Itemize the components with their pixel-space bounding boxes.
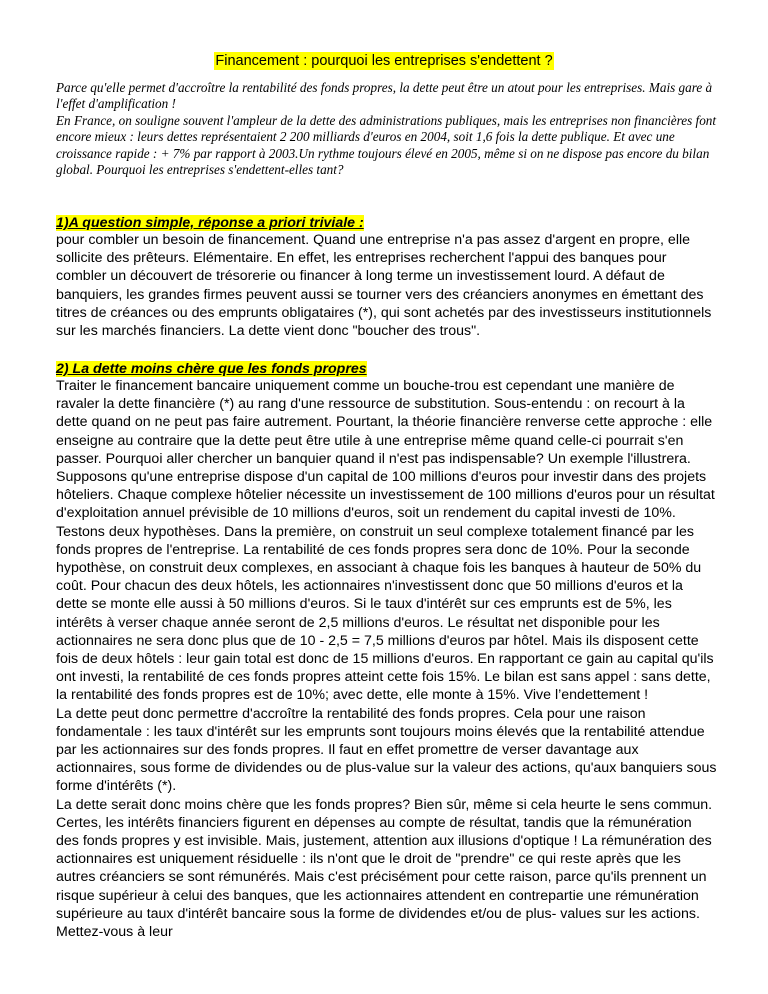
section-2-paragraph: Traiter le financement bancaire uniquement comme un bouche-trou est cependant une manière de ravaler la dette financière (*) au rang d'une ressource de substitution. Sous-entendu : on recourt à la dette quand on ne peut pas faire autrement. Pourtant, la théorie financière renverse cette approche : elle enseigne au contraire que la dette peut être utile à une entreprise même quand celle-ci pourrait s'en passer. Pourquoi aller chercher un banquier quand il n'est pas indispensable? Un exemple l'illustrera. Supposons qu'une entreprise dispose d'un capital de 100 millions d'euros pour investir dans des projets hôteliers. Chaque complexe hôtelier nécessite un investissement de 100 millions d'euros pour un résultat d'exploitation annuel prévisible de 10 millions d'euros, soit un rendement du capital investi de 10%. Testons deux hypothèses. Dans la première, on construit un seul complexe totalement financé par les fonds propres de l'entreprise. La rentabilité de ces fonds propres sera donc de 10%. Pour la seconde hypothèse, on construit deux complexes, en associant à chaque fois les banques à hauteur de 50% du coût. Pour chacun des deux hôtels, les actionnaires n'investissent donc que 50 millions d'euros et la dette se monte elle aussi à 50 millions d'euros. Si le taux d'intérêt sur ces emprunts est de 5%, les intérêts à verser chaque année seront de 2,5 millions d'euros. Le résultat net disponible pour les actionnaires ne sera donc plus que de 10 - 2,5 = 7,5 millions d'euros par hôtel. Mais ils disposent cette fois de deux hôtels : leur gain total est donc de 15 millions d'euros. En rapportant ce gain au capital qu'ils ont investi, la rentabilité de ces fonds propres atteint cette fois 15%. Le bilan est sans appel : sans dette, la rentabilité des fonds propres est de 10%; avec dette, elle monte à 15%. Vive l’endettement ! [56, 378, 715, 704]
section-2-paragraph: La dette peut donc permettre d'accroître la rentabilité des fonds propres. Cela pour une raison fondamentale : les taux d'intérêt sur les emprunts sont toujours moins élevés que la rentabilité attendue par les actionnaires sur des fonds propres. Il faut en effet promettre de verser davantage aux actionnaires, sous forme de dividendes ou de plus-value sur la valeur des actions, qu'aux banquiers sous forme d'intérêts (*). [56, 705, 717, 795]
section-2-paragraph: La dette serait donc moins chère que les fonds propres? Bien sûr, même si cela heurte le sens commun. Certes, les intérêts financiers figurent en dépenses au compte de résultat, tandis que la rémunération des fonds propres y est invisible. Mais, justement, attention aux illusions d'optique ! La rémunération des actionnaires est uniquement résiduelle : ils n'ont que le droit de "prendre" ce qui reste après que les autres créanciers se sont rémunérés. Mais c'est précisément pour cette raison, parce qu'ils prennent un risque supérieur à celui des banques, que les actionnaires attendent en contrepartie une rémunération supérieure au taux d'intérêt bancaire sous la forme de dividendes et/ou de plus- values sur les actions. Mettez-vous à leur [56, 796, 713, 941]
section-2-heading: 2) La dette moins chère que les fonds propres [56, 361, 367, 377]
title-container [0, 52, 768, 70]
intro-block [56, 80, 718, 178]
section-1-heading: 1)A question simple, réponse a priori triviale : [56, 215, 364, 231]
intro-paragraph: En France, on souligne souvent l'ampleur de la dette des administrations publiques, mais les entreprises non financières font encore mieux : leurs dettes représentaient 2 200 milliards d'euros en 2004, soit 1,6 fois la dette publique. Et avec une croissance rapide : + 7% par rapport à 2003.Un rythme toujours élevé en 2005, même si on ne dispose pas encore du bilan global. Pourquoi les entreprises s'endettent-elles tant? [56, 112, 717, 178]
document-title: Financement : pourquoi les entreprises s'endettent ? [215, 53, 553, 69]
section-1-paragraph: pour combler un besoin de financement. Quand une entreprise n'a pas assez d'argent en propre, elle sollicite des prêteurs. Elémentaire. En effet, les entreprises recherchent l'appui des banques pour combler un découvert de trésorerie ou financer à long terme un investissement lourd. A défaut de banquiers, les grandes firmes peuvent aussi se tourner vers des créanciers anonymes en émettant des titres de créances ou des emprunts obligataires (*), qui sont achetés par des investisseurs institutionnels sur les marchés financiers. La dette vient donc "boucher des trous". [56, 232, 712, 340]
section-2-body [56, 377, 718, 941]
intro-paragraph: Parce qu'elle permet d'accroître la rentabilité des fonds propres, la dette peut être un atout pour les entreprises. Mais gare à l'effet d'amplification ! [56, 80, 713, 112]
section-1-body [56, 231, 718, 340]
